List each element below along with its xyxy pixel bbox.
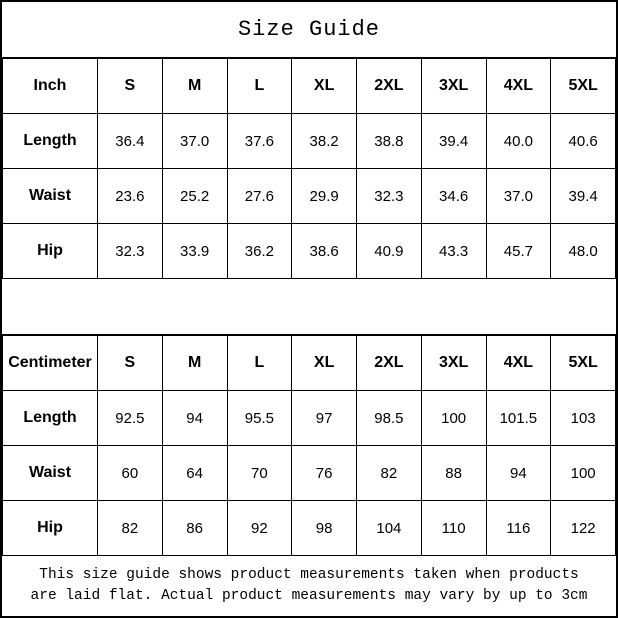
value-cell: 76 <box>292 446 357 501</box>
value-cell: 98.5 <box>357 391 422 446</box>
row-label-cell: Hip <box>3 501 98 556</box>
value-cell: 94 <box>486 446 551 501</box>
value-cell: 40.6 <box>551 114 616 169</box>
value-cell: 98 <box>292 501 357 556</box>
size-header-cell: M <box>162 59 227 114</box>
value-cell: 86 <box>162 501 227 556</box>
value-cell: 100 <box>421 391 486 446</box>
value-cell: 37.0 <box>162 114 227 169</box>
value-cell: 38.2 <box>292 114 357 169</box>
value-cell: 36.4 <box>98 114 163 169</box>
value-cell: 45.7 <box>486 224 551 279</box>
value-cell: 37.6 <box>227 114 292 169</box>
row-label-cell: Hip <box>3 224 98 279</box>
value-cell: 97 <box>292 391 357 446</box>
value-cell: 34.6 <box>421 169 486 224</box>
size-header-cell: M <box>162 336 227 391</box>
table-spacer <box>2 278 616 335</box>
value-cell: 64 <box>162 446 227 501</box>
size-header-cell: XL <box>292 59 357 114</box>
size-guide-footnote <box>2 556 616 616</box>
value-cell: 88 <box>421 446 486 501</box>
value-cell: 38.6 <box>292 224 357 279</box>
centimeter-table-body <box>3 336 616 556</box>
value-cell: 70 <box>227 446 292 501</box>
value-cell: 33.9 <box>162 224 227 279</box>
value-cell: 43.3 <box>421 224 486 279</box>
value-cell: 103 <box>551 391 616 446</box>
value-cell: 48.0 <box>551 224 616 279</box>
inch-size-table <box>2 58 616 279</box>
value-cell: 110 <box>421 501 486 556</box>
value-cell: 32.3 <box>98 224 163 279</box>
size-header-cell: 2XL <box>357 336 422 391</box>
value-cell: 39.4 <box>551 169 616 224</box>
value-cell: 94 <box>162 391 227 446</box>
size-header-cell: 4XL <box>486 59 551 114</box>
measurement-row <box>3 169 616 224</box>
row-label-cell: Length <box>3 391 98 446</box>
size-guide-title: Size Guide <box>2 2 616 58</box>
size-header-cell: 3XL <box>421 59 486 114</box>
measurement-row <box>3 114 616 169</box>
size-header-cell: 5XL <box>551 336 616 391</box>
size-header-cell: S <box>98 336 163 391</box>
value-cell: 25.2 <box>162 169 227 224</box>
unit-header-cell: Inch <box>3 59 98 114</box>
row-label-cell: Length <box>3 114 98 169</box>
inch-table-body <box>3 59 616 279</box>
value-cell: 32.3 <box>357 169 422 224</box>
measurement-row <box>3 446 616 501</box>
value-cell: 104 <box>357 501 422 556</box>
value-cell: 92 <box>227 501 292 556</box>
size-header-cell: 3XL <box>421 336 486 391</box>
value-cell: 122 <box>551 501 616 556</box>
measurement-row <box>3 501 616 556</box>
value-cell: 60 <box>98 446 163 501</box>
value-cell: 38.8 <box>357 114 422 169</box>
value-cell: 27.6 <box>227 169 292 224</box>
footnote-line-2: are laid flat. Actual product measurements may vary by up to 3cm <box>30 588 588 604</box>
row-label-cell: Waist <box>3 446 98 501</box>
size-header-cell: XL <box>292 336 357 391</box>
size-header-cell: L <box>227 59 292 114</box>
value-cell: 101.5 <box>486 391 551 446</box>
row-label-cell: Waist <box>3 169 98 224</box>
size-header-cell: 4XL <box>486 336 551 391</box>
value-cell: 23.6 <box>98 169 163 224</box>
value-cell: 95.5 <box>227 391 292 446</box>
value-cell: 100 <box>551 446 616 501</box>
unit-header-cell: Centimeter <box>3 336 98 391</box>
value-cell: 40.0 <box>486 114 551 169</box>
value-cell: 116 <box>486 501 551 556</box>
footnote-line-1: This size guide shows product measurements taken when products <box>39 566 579 583</box>
measurement-row <box>3 391 616 446</box>
value-cell: 92.5 <box>98 391 163 446</box>
size-header-cell: 2XL <box>357 59 422 114</box>
size-header-cell: 5XL <box>551 59 616 114</box>
value-cell: 82 <box>98 501 163 556</box>
value-cell: 82 <box>357 446 422 501</box>
size-header-row <box>3 59 616 114</box>
value-cell: 37.0 <box>486 169 551 224</box>
measurement-row <box>3 224 616 279</box>
size-header-cell: L <box>227 336 292 391</box>
value-cell: 39.4 <box>421 114 486 169</box>
value-cell: 36.2 <box>227 224 292 279</box>
size-header-cell: S <box>98 59 163 114</box>
size-header-row <box>3 336 616 391</box>
value-cell: 29.9 <box>292 169 357 224</box>
centimeter-size-table <box>2 335 616 556</box>
value-cell: 40.9 <box>357 224 422 279</box>
